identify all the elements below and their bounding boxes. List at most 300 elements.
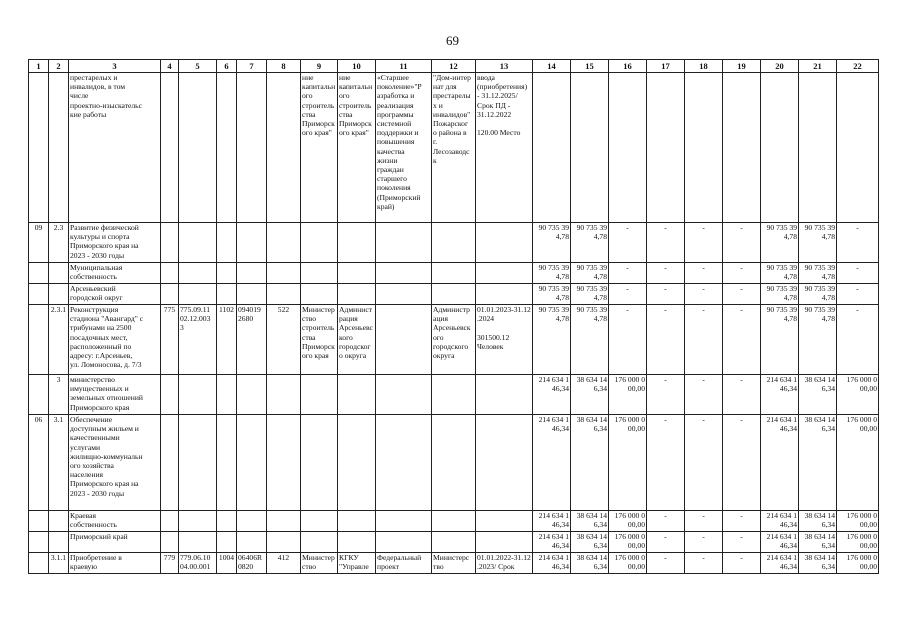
- table-cell: [376, 553, 432, 574]
- cell-text: 176 000 0 00,00: [614, 375, 645, 394]
- cell-text: -: [664, 223, 667, 232]
- table-cell: [69, 375, 161, 415]
- table-cell: [301, 73, 338, 223]
- table-cell: [571, 263, 609, 284]
- table-cell: [476, 511, 533, 532]
- table-cell: [533, 532, 571, 553]
- table-cell: [432, 415, 476, 511]
- cell-text: 176 000 0 00,00: [614, 553, 645, 572]
- column-number: 9: [301, 60, 338, 73]
- cell-text: Админист рация Арсеньевс кого городског о округа: [339, 305, 373, 361]
- table-cell: [723, 263, 761, 284]
- cell-text: 38 634 14 6,34: [576, 375, 607, 394]
- table-cell: [267, 415, 301, 511]
- cell-text: -: [664, 305, 667, 314]
- table-cell: [69, 284, 161, 305]
- cell-text: 90 735 39 4,78: [538, 263, 569, 282]
- cell-text: -: [740, 284, 743, 293]
- cell-text: 176 000 0 00,00: [846, 375, 877, 394]
- column-number: 4: [161, 60, 179, 73]
- table-cell: [685, 73, 723, 223]
- table-cell: [376, 511, 432, 532]
- table-cell: [476, 415, 533, 511]
- cell-text: -: [626, 263, 629, 272]
- cell-text: -: [664, 511, 667, 520]
- cell-text: ние капитальн ого строитель ства Приморск ого края": [339, 73, 373, 138]
- column-number: 22: [837, 60, 879, 73]
- table-row: [29, 305, 879, 375]
- table-cell: [161, 73, 179, 223]
- cell-text: 412: [277, 553, 290, 562]
- cell-text: -: [626, 223, 629, 232]
- table-row: [29, 284, 879, 305]
- table-cell: [69, 415, 161, 511]
- cell-text: -: [856, 284, 859, 293]
- cell-text: Развитие физической культуры и спорта Приморского края на 2023 - 2030 годы: [70, 223, 139, 260]
- table-cell: [647, 223, 685, 263]
- table-cell: [179, 223, 217, 263]
- table-cell: [799, 263, 837, 284]
- table-cell: [237, 553, 267, 574]
- table-cell: [29, 305, 49, 375]
- cell-text: 01.01.2022-31.12 .2023/ Срок: [477, 553, 531, 572]
- table-cell: [761, 553, 799, 574]
- cell-text: 90 735 39 4,78: [576, 263, 607, 282]
- cell-text: -: [740, 305, 743, 314]
- table-cell: [476, 553, 533, 574]
- table-cell: [237, 532, 267, 553]
- cell-text: престарелых и инвалидов, в том числе проектно-изыскательс кие работы: [70, 73, 143, 119]
- cell-text: 176 000 0 00,00: [846, 553, 877, 572]
- table-cell: [29, 223, 49, 263]
- column-number: 18: [685, 60, 723, 73]
- cell-text: 01.01.2023-31.12 .2024 301500.12 Человек: [477, 305, 531, 351]
- cell-text: 214 634 1 46,34: [538, 375, 569, 394]
- table-cell: [685, 415, 723, 511]
- table-cell: [267, 553, 301, 574]
- column-number: 12: [432, 60, 476, 73]
- cell-text: 522: [277, 305, 290, 314]
- table-cell: [179, 375, 217, 415]
- cell-text: 38 634 14 6,34: [804, 511, 835, 530]
- table-cell: [647, 73, 685, 223]
- table-cell: [476, 263, 533, 284]
- table-cell: [533, 553, 571, 574]
- cell-text: Реконструкция стадиона "Авангард" с трибунами на 2500 посадочных мест, расположенный по адресу: г.Арсеньев, ул. Ломоносова, д. 7/3: [70, 305, 144, 370]
- table-cell: [161, 223, 179, 263]
- table-cell: [837, 415, 879, 511]
- cell-text: 90 735 39 4,78: [766, 305, 797, 324]
- table-cell: [217, 73, 237, 223]
- table-cell: [217, 511, 237, 532]
- table-cell: [571, 511, 609, 532]
- cell-text: 38 634 14 6,34: [804, 375, 835, 394]
- cell-text: -: [664, 263, 667, 272]
- table-cell: [338, 263, 376, 284]
- cell-text: Администр ация Арсеньевск ого городского округа: [433, 305, 471, 361]
- table-cell: [533, 73, 571, 223]
- cell-text: -: [856, 223, 859, 232]
- cell-text: -: [702, 553, 705, 562]
- table-cell: [267, 263, 301, 284]
- table-cell: [267, 223, 301, 263]
- table-cell: [179, 73, 217, 223]
- table-cell: [647, 263, 685, 284]
- column-number: 19: [723, 60, 761, 73]
- column-number: 13: [476, 60, 533, 73]
- table-cell: [432, 375, 476, 415]
- table-cell: [609, 375, 647, 415]
- cell-text: 38 634 14 6,34: [804, 532, 835, 551]
- table-cell: [179, 532, 217, 553]
- table-cell: [799, 415, 837, 511]
- table-cell: [571, 73, 609, 223]
- table-cell: [761, 284, 799, 305]
- column-number: 15: [571, 60, 609, 73]
- table-cell: [609, 73, 647, 223]
- table-cell: [161, 375, 179, 415]
- table-cell: [49, 263, 69, 284]
- cell-text: Министерс тво: [433, 553, 470, 572]
- table-cell: [179, 305, 217, 375]
- table-cell: [761, 263, 799, 284]
- cell-text: 779: [163, 553, 176, 562]
- table-cell: [432, 305, 476, 375]
- cell-text: 90 735 39 4,78: [576, 305, 607, 324]
- table-cell: [685, 305, 723, 375]
- cell-text: -: [664, 532, 667, 541]
- cell-text: 90 735 39 4,78: [538, 284, 569, 303]
- cell-text: КГКУ "Управле: [339, 553, 369, 572]
- column-number: 17: [647, 60, 685, 73]
- table-cell: [571, 284, 609, 305]
- cell-text: 214 634 1 46,34: [766, 511, 797, 530]
- table-cell: [301, 553, 338, 574]
- table-cell: [301, 511, 338, 532]
- cell-text: 176 000 0 00,00: [846, 415, 877, 434]
- cell-text: 06406R 0820: [238, 553, 263, 572]
- cell-text: Приморский край: [70, 532, 128, 541]
- table-cell: [161, 284, 179, 305]
- table-cell: [761, 415, 799, 511]
- column-number: 7: [237, 60, 267, 73]
- table-cell: [685, 553, 723, 574]
- table-cell: [799, 305, 837, 375]
- table-cell: [533, 284, 571, 305]
- table-cell: [29, 511, 49, 532]
- table-cell: [338, 223, 376, 263]
- cell-text: 90 735 39 4,78: [766, 284, 797, 303]
- table-cell: [723, 73, 761, 223]
- cell-text: 90 735 39 4,78: [804, 223, 835, 242]
- table-cell: [29, 73, 49, 223]
- table-cell: [609, 415, 647, 511]
- table-cell: [799, 511, 837, 532]
- cell-text: 90 735 39 4,78: [804, 305, 835, 324]
- table-cell: [685, 223, 723, 263]
- cell-text: 779.06.10 04.00.001: [180, 553, 211, 572]
- table-cell: [267, 284, 301, 305]
- cell-text: -: [856, 305, 859, 314]
- table-cell: [29, 415, 49, 511]
- cell-text: -: [740, 263, 743, 272]
- cell-text: 1004: [218, 553, 235, 562]
- table-cell: [685, 532, 723, 553]
- table-cell: [49, 305, 69, 375]
- table-cell: [609, 284, 647, 305]
- table-cell: [69, 73, 161, 223]
- cell-text: 176 000 0 00,00: [614, 415, 645, 434]
- table-cell: [217, 532, 237, 553]
- table-cell: [432, 532, 476, 553]
- table-cell: [647, 511, 685, 532]
- table-cell: [69, 553, 161, 574]
- table-cell: [837, 553, 879, 574]
- table-cell: [799, 375, 837, 415]
- table-cell: [609, 532, 647, 553]
- table-row: [29, 415, 879, 511]
- cell-text: -: [740, 223, 743, 232]
- table-cell: [799, 223, 837, 263]
- cell-text: 2.3.1: [50, 305, 67, 314]
- cell-text: 094019 2680: [238, 305, 261, 324]
- table-cell: [161, 263, 179, 284]
- cell-text: 214 634 1 46,34: [538, 532, 569, 551]
- table-cell: [217, 375, 237, 415]
- cell-text: ввода (приобретения) - 31.12.2025/ Срок ПД - 31.12.2022 120.00 Место: [477, 73, 528, 138]
- cell-text: 176 000 0 00,00: [846, 532, 877, 551]
- cell-text: Арсеньевский городской округ: [70, 284, 123, 303]
- table-cell: [533, 305, 571, 375]
- table-cell: [29, 375, 49, 415]
- table-cell: [571, 223, 609, 263]
- table-cell: [376, 305, 432, 375]
- cell-text: Обеспечение доступным жильем и качественными услугами жилищно-коммунальн ого хозяйства населения Приморского края на 2023 - 2030 годы: [70, 415, 143, 498]
- cell-text: Приобретение в краевую: [70, 553, 122, 572]
- column-number: 2: [49, 60, 69, 73]
- table-cell: [799, 553, 837, 574]
- table-cell: [179, 553, 217, 574]
- table-cell: [761, 532, 799, 553]
- table-cell: [179, 284, 217, 305]
- table-cell: [237, 375, 267, 415]
- cell-text: 38 634 14 6,34: [576, 511, 607, 530]
- cell-text: 214 634 1 46,34: [538, 415, 569, 434]
- table-cell: [338, 375, 376, 415]
- table-cell: [161, 553, 179, 574]
- table-cell: [301, 305, 338, 375]
- cell-text: -: [702, 532, 705, 541]
- table-cell: [29, 553, 49, 574]
- table-row: [29, 73, 879, 223]
- cell-text: -: [740, 532, 743, 541]
- cell-text: 3.1: [53, 415, 64, 424]
- column-number: 8: [267, 60, 301, 73]
- table-cell: [533, 511, 571, 532]
- table-cell: [267, 305, 301, 375]
- table-cell: [571, 305, 609, 375]
- table-cell: [432, 284, 476, 305]
- table-cell: [29, 284, 49, 305]
- table-cell: [647, 553, 685, 574]
- column-number: 14: [533, 60, 571, 73]
- budget-table: [28, 59, 879, 574]
- cell-text: 90 735 39 4,78: [804, 284, 835, 303]
- cell-text: -: [664, 375, 667, 384]
- cell-text: 09: [34, 223, 43, 232]
- cell-text: -: [702, 263, 705, 272]
- table-cell: [723, 223, 761, 263]
- table-cell: [723, 553, 761, 574]
- column-number: 16: [609, 60, 647, 73]
- table-cell: [837, 223, 879, 263]
- table-cell: [647, 415, 685, 511]
- table-cell: [571, 553, 609, 574]
- cell-text: -: [702, 375, 705, 384]
- column-number: 20: [761, 60, 799, 73]
- table-cell: [723, 532, 761, 553]
- table-cell: [761, 73, 799, 223]
- table-cell: [338, 532, 376, 553]
- table-cell: [69, 305, 161, 375]
- cell-text: "Дом-интер нат для престарелы х и инвалидов" Пожарског о района в г. Лесозаводс к: [433, 73, 471, 165]
- table-cell: [837, 375, 879, 415]
- cell-text: -: [626, 284, 629, 293]
- table-cell: [376, 73, 432, 223]
- table-cell: [685, 263, 723, 284]
- table-cell: [571, 415, 609, 511]
- table-cell: [761, 375, 799, 415]
- cell-text: -: [740, 415, 743, 424]
- cell-text: -: [664, 415, 667, 424]
- cell-text: 2.3: [53, 223, 64, 232]
- table-cell: [301, 415, 338, 511]
- page-number: 69: [446, 33, 459, 48]
- table-row: [29, 532, 879, 553]
- table-cell: [837, 284, 879, 305]
- table-cell: [432, 553, 476, 574]
- table-cell: [476, 73, 533, 223]
- cell-text: -: [740, 553, 743, 562]
- table-cell: [69, 223, 161, 263]
- table-cell: [161, 511, 179, 532]
- column-number: 11: [376, 60, 432, 73]
- table-cell: [49, 375, 69, 415]
- cell-text: 176 000 0 00,00: [614, 532, 645, 551]
- cell-text: 214 634 1 46,34: [766, 375, 797, 394]
- table-cell: [69, 511, 161, 532]
- table-cell: [571, 532, 609, 553]
- table-cell: [49, 73, 69, 223]
- table-cell: [301, 263, 338, 284]
- table-cell: [837, 305, 879, 375]
- table-cell: [338, 511, 376, 532]
- column-number-row: [29, 60, 879, 73]
- cell-text: 90 735 39 4,78: [538, 223, 569, 242]
- table-row: [29, 223, 879, 263]
- cell-text: -: [702, 223, 705, 232]
- table-cell: [179, 511, 217, 532]
- table-cell: [376, 375, 432, 415]
- table-cell: [761, 305, 799, 375]
- table-cell: [533, 375, 571, 415]
- table-cell: [723, 284, 761, 305]
- table-cell: [432, 223, 476, 263]
- table-cell: [376, 284, 432, 305]
- table-cell: [476, 375, 533, 415]
- table-cell: [161, 532, 179, 553]
- table-cell: [609, 223, 647, 263]
- cell-text: 90 735 39 4,78: [766, 263, 797, 282]
- cell-text: -: [664, 553, 667, 562]
- table-cell: [49, 511, 69, 532]
- table-cell: [647, 284, 685, 305]
- table-cell: [237, 511, 267, 532]
- cell-text: 90 735 39 4,78: [576, 284, 607, 303]
- cell-text: ние капитальн ого строитель ства Приморск ого края": [302, 73, 336, 138]
- table-cell: [609, 263, 647, 284]
- cell-text: 176 000 0 00,00: [846, 511, 877, 530]
- cell-text: Министер ство: [302, 553, 335, 572]
- table-cell: [476, 305, 533, 375]
- table-cell: [761, 223, 799, 263]
- table-cell: [338, 284, 376, 305]
- table-cell: [338, 553, 376, 574]
- cell-text: Федеральный проект: [377, 553, 422, 572]
- cell-text: 90 735 39 4,78: [766, 223, 797, 242]
- cell-text: 214 634 1 46,34: [766, 553, 797, 572]
- table-cell: [647, 532, 685, 553]
- cell-text: 214 634 1 46,34: [766, 532, 797, 551]
- table-cell: [837, 73, 879, 223]
- table-cell: [533, 263, 571, 284]
- table-cell: [29, 532, 49, 553]
- table-cell: [179, 263, 217, 284]
- table-cell: [338, 305, 376, 375]
- table-cell: [237, 305, 267, 375]
- column-number: 10: [338, 60, 376, 73]
- table-cell: [237, 263, 267, 284]
- table-cell: [217, 263, 237, 284]
- cell-text: 775.09.11 02.12.003 3: [180, 305, 211, 333]
- cell-text: 38 634 14 6,34: [804, 553, 835, 572]
- cell-text: Муниципальная собственность: [70, 263, 123, 282]
- column-number: 21: [799, 60, 837, 73]
- table-cell: [237, 223, 267, 263]
- cell-text: Краевая собственность: [70, 511, 117, 530]
- cell-text: -: [740, 375, 743, 384]
- table-cell: [571, 375, 609, 415]
- table-cell: [376, 223, 432, 263]
- table-cell: [301, 284, 338, 305]
- column-number: 6: [217, 60, 237, 73]
- cell-text: 3: [56, 375, 61, 384]
- cell-text: 214 634 1 46,34: [538, 511, 569, 530]
- table-cell: [161, 415, 179, 511]
- table-cell: [338, 415, 376, 511]
- table-cell: [723, 511, 761, 532]
- cell-text: 1102: [219, 305, 234, 314]
- cell-text: -: [740, 511, 743, 520]
- table-row: [29, 553, 879, 574]
- table-cell: [837, 511, 879, 532]
- cell-text: 38 634 14 6,34: [804, 415, 835, 434]
- cell-text: Министер ство строитель ства Приморск ого края: [302, 305, 335, 361]
- cell-text: министерство имущественных и земельных отношений Приморского края: [70, 375, 143, 412]
- table-cell: [723, 305, 761, 375]
- cell-text: -: [702, 284, 705, 293]
- table-cell: [647, 375, 685, 415]
